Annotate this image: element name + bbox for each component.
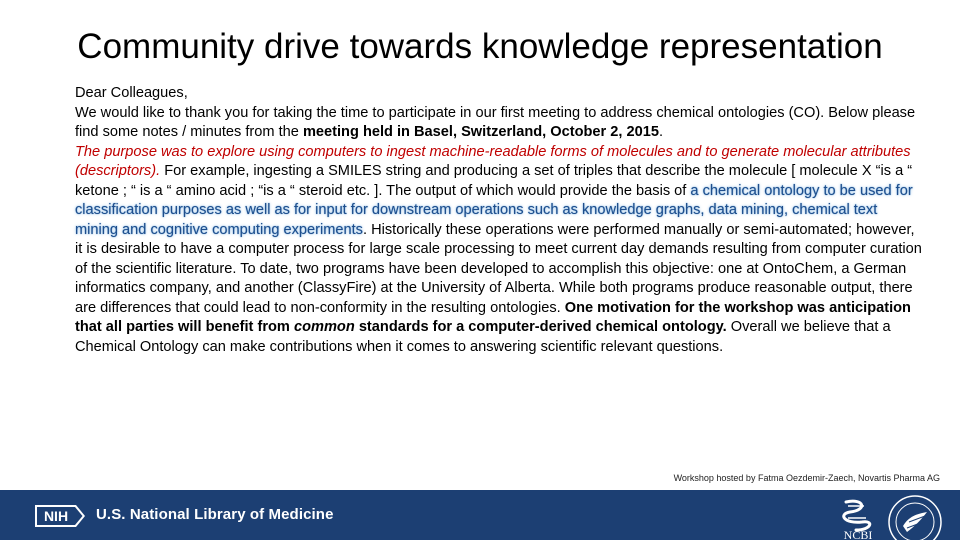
meeting-location-text: meeting held in Basel, Switzerland, October 2, 2015 xyxy=(302,124,659,140)
period: . xyxy=(658,124,664,140)
nlm-label: U.S. National Library of Medicine xyxy=(96,506,334,523)
purpose-text: The purpose was to explore using computers to ingest machine-readable forms of molecules and to generate molecular attributes (descriptors). xyxy=(75,143,911,179)
motivation-common: common xyxy=(293,319,355,335)
ontology-basis-text: a chemical ontology to be used for classification purposes as well as for input for downstream operations such as knowledge graphs, data mining, chemical text mining and cognitive computing experiments xyxy=(75,182,913,238)
ncbi-logo-icon xyxy=(834,496,882,540)
letter-body xyxy=(75,84,923,357)
example-text: For example, ingesting a SMILES string and producing a set of triples that describe the molecule [ molecule X “is a “ ketone ; “ is a “ amino acid ; “is a “ steroid etc. ]. The output of which would provide the basis of xyxy=(75,163,913,199)
workshop-credit: Workshop hosted by Fatma Oezdemir-Zaech, Novartis Pharma AG xyxy=(673,473,940,483)
slide-title: Community drive towards knowledge representation xyxy=(77,27,883,66)
motivation-text-a: One motivation for the workshop was anticipation that all parties will benefit from xyxy=(75,299,911,335)
thanks-text: We would like to thank you for taking the time to participate in our first meeting to address chemical ontologies (CO). Below please find some notes / minutes from the xyxy=(75,104,916,140)
hhs-seal-icon xyxy=(885,492,945,540)
paragraph-purpose xyxy=(75,143,923,358)
greeting: Dear Colleagues, xyxy=(75,85,188,101)
nih-label: NIH xyxy=(43,508,69,524)
history-text: . Historically these operations were performed manually or semi-automated; however, it is desirable to have a computer process for large scale processing to meet current day demands resulting from computer curation of the scientific literature. To date, two programs have been developed to accomplish this objective: one at OntoChem, a German informatics company, and another (ClassyFire) at the University of Alberta. While both programs produce reasonable output, there are differences that could lead to non-conformity in the resulting ontologies. xyxy=(75,221,922,316)
motivation-text-b: standards for a computer-derived chemical ontology. xyxy=(354,319,727,335)
nih-logo-icon xyxy=(35,505,85,527)
paragraph-thanks xyxy=(75,104,923,143)
ncbi-label: NCBI xyxy=(843,528,873,540)
closing-text: Overall we believe that a Chemical Ontology can make contributions when it comes to answering scientific relevant questions. xyxy=(75,319,891,355)
